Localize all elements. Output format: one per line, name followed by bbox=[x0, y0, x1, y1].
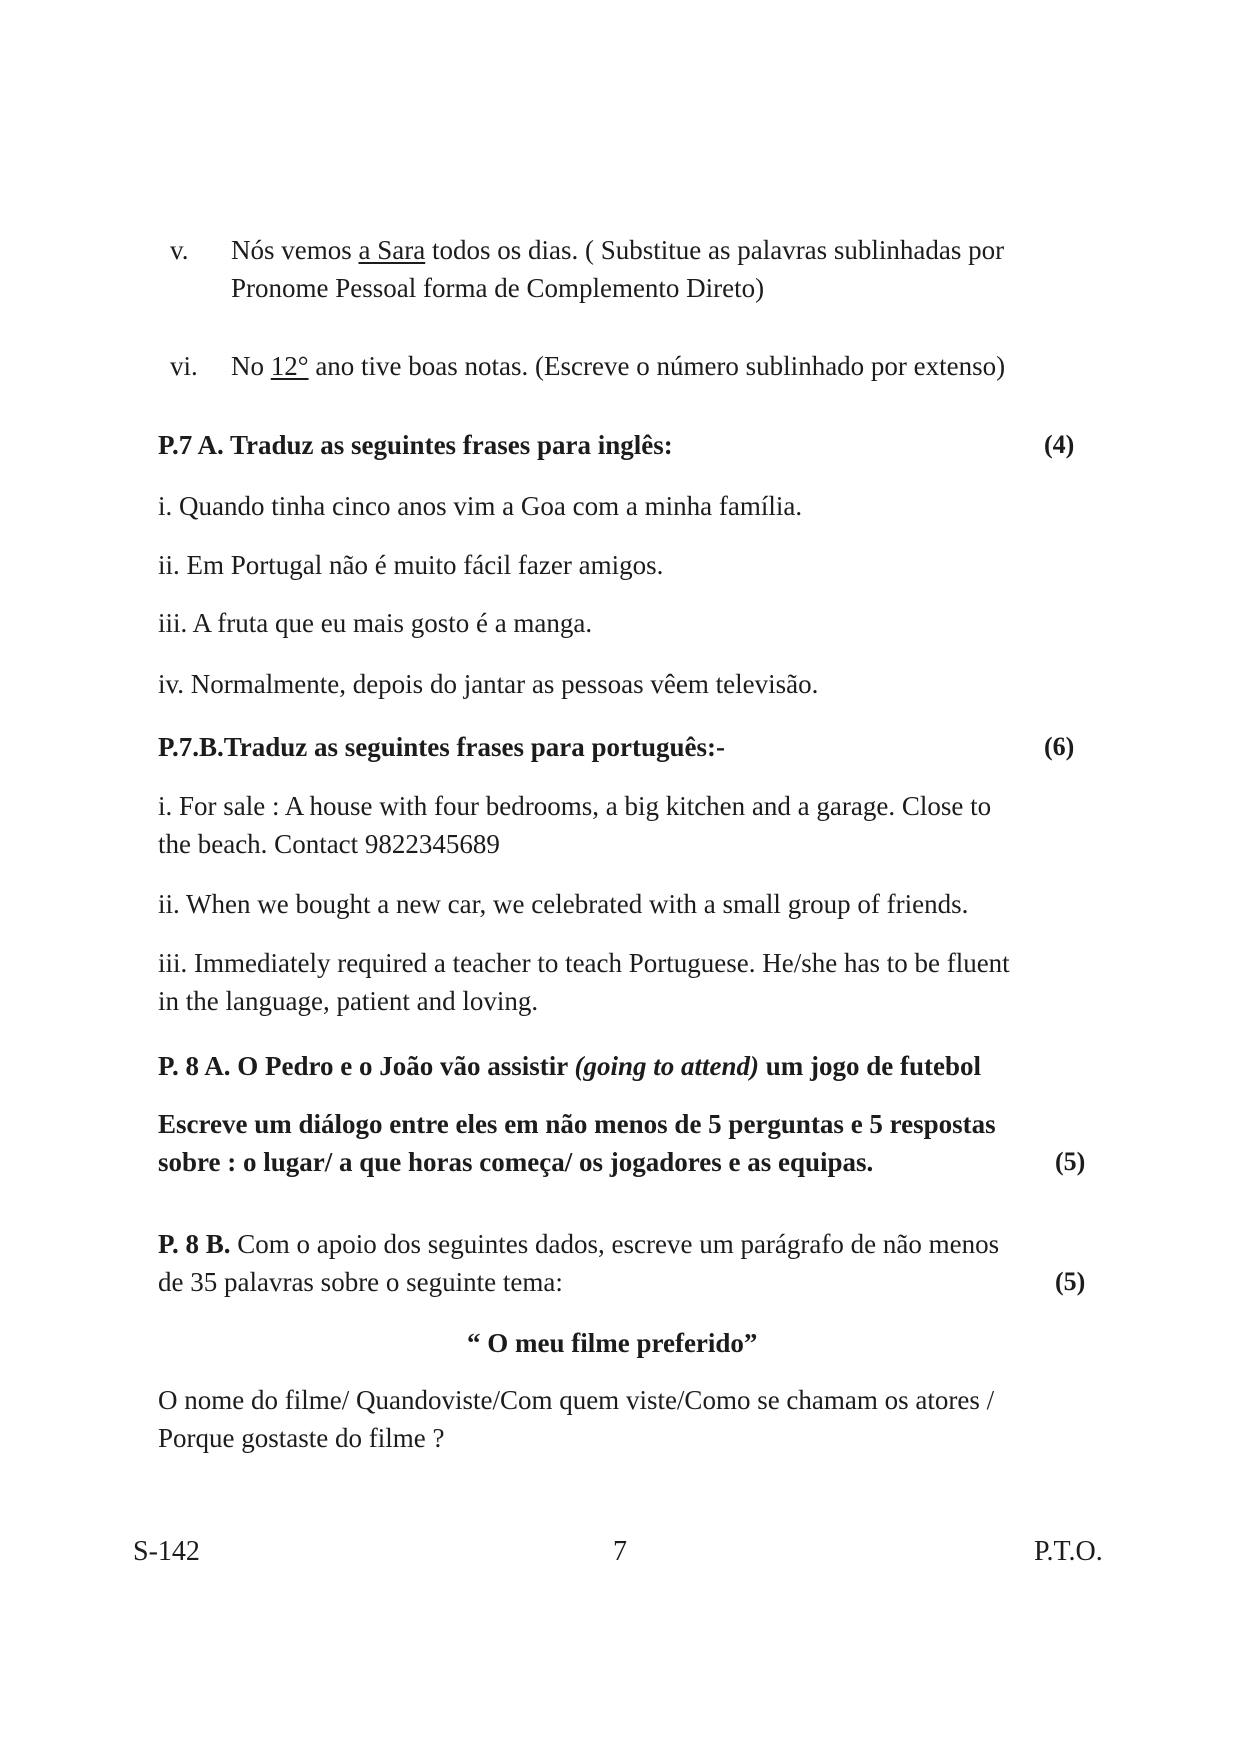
p8b-line2: de 35 palavras sobre o seguinte tema: bbox=[158, 1267, 563, 1297]
page-number: 7 bbox=[613, 1536, 627, 1567]
p7b-item-3-line2: in the language, patient and loving. bbox=[158, 986, 539, 1016]
item-v-line1: Nós vemos a Sara todos os dias. ( Substitue as palavras sublinhadas por bbox=[231, 235, 1005, 265]
p7a-item-4: iv. Normalmente, depois do jantar as pessoas vêem televisão. bbox=[158, 669, 819, 699]
p7a-heading: P.7 A. Traduz as seguintes frases para inglês: bbox=[158, 430, 673, 460]
item-v-line2: Pronome Pessoal forma de Complemento Direto) bbox=[231, 273, 765, 303]
p8a-marks: (5) bbox=[1055, 1147, 1086, 1176]
p8b-prompt-line2: Porque gostaste do filme ? bbox=[158, 1423, 445, 1453]
p7b-item-1-line1: i. For sale : A house with four bedrooms, a big kitchen and a garage. Close to bbox=[158, 791, 992, 821]
p7a-item-3: iii. A fruta que eu mais gosto é a manga. bbox=[158, 608, 593, 638]
p7a-marks: (4) bbox=[1044, 430, 1075, 459]
p8a-line2: Escreve um diálogo entre eles em não menos de 5 perguntas e 5 respostas bbox=[158, 1109, 996, 1139]
p8b-label: P. 8 B. bbox=[158, 1229, 231, 1259]
p7b-marks: (6) bbox=[1044, 732, 1075, 761]
p7a-item-1: i. Quando tinha cinco anos vim a Goa com a minha família. bbox=[158, 491, 803, 521]
please-turn-over: P.T.O. bbox=[1034, 1536, 1103, 1567]
p7b-heading: P.7.B.Traduz as seguintes frases para português:- bbox=[158, 732, 726, 762]
p8b-prompt-line1: O nome do filme/ Quandoviste/Com quem viste/Como se chamam os atores / bbox=[158, 1385, 995, 1415]
item-number-v: v. bbox=[170, 235, 189, 265]
p7b-item-3-line1: iii. Immediately required a teacher to teach Portuguese. He/she has to be fluent bbox=[158, 948, 1010, 978]
item-number-vi: vi. bbox=[170, 351, 198, 381]
p7a-item-2: ii. Em Portugal não é muito fácil fazer amigos. bbox=[158, 550, 664, 580]
p8a-heading: P. 8 A. O Pedro e o João vão assistir (going to attend) um jogo de futebol bbox=[158, 1051, 982, 1081]
item-vi-line: No 12° ano tive boas notas. (Escreve o número sublinhado por extenso) bbox=[231, 351, 1006, 381]
p8b-line1: P. 8 B. Com o apoio dos seguintes dados, escreve um parágrafo de não menos bbox=[158, 1229, 1000, 1259]
p7b-item-2: ii. When we bought a new car, we celebrated with a small group of friends. bbox=[158, 889, 969, 919]
p8b-topic-title: “ O meu filme preferido” bbox=[467, 1328, 758, 1358]
p8a-line3: sobre : o lugar/ a que horas começa/ os jogadores e as equipas. bbox=[158, 1147, 874, 1177]
p8b-marks: (5) bbox=[1055, 1267, 1086, 1296]
underlined-number: 12° bbox=[270, 351, 309, 381]
underlined-text: a Sara bbox=[358, 235, 426, 265]
p7b-item-1-line2: the beach. Contact 9822345689 bbox=[158, 829, 500, 859]
paper-code: S-142 bbox=[133, 1536, 200, 1567]
